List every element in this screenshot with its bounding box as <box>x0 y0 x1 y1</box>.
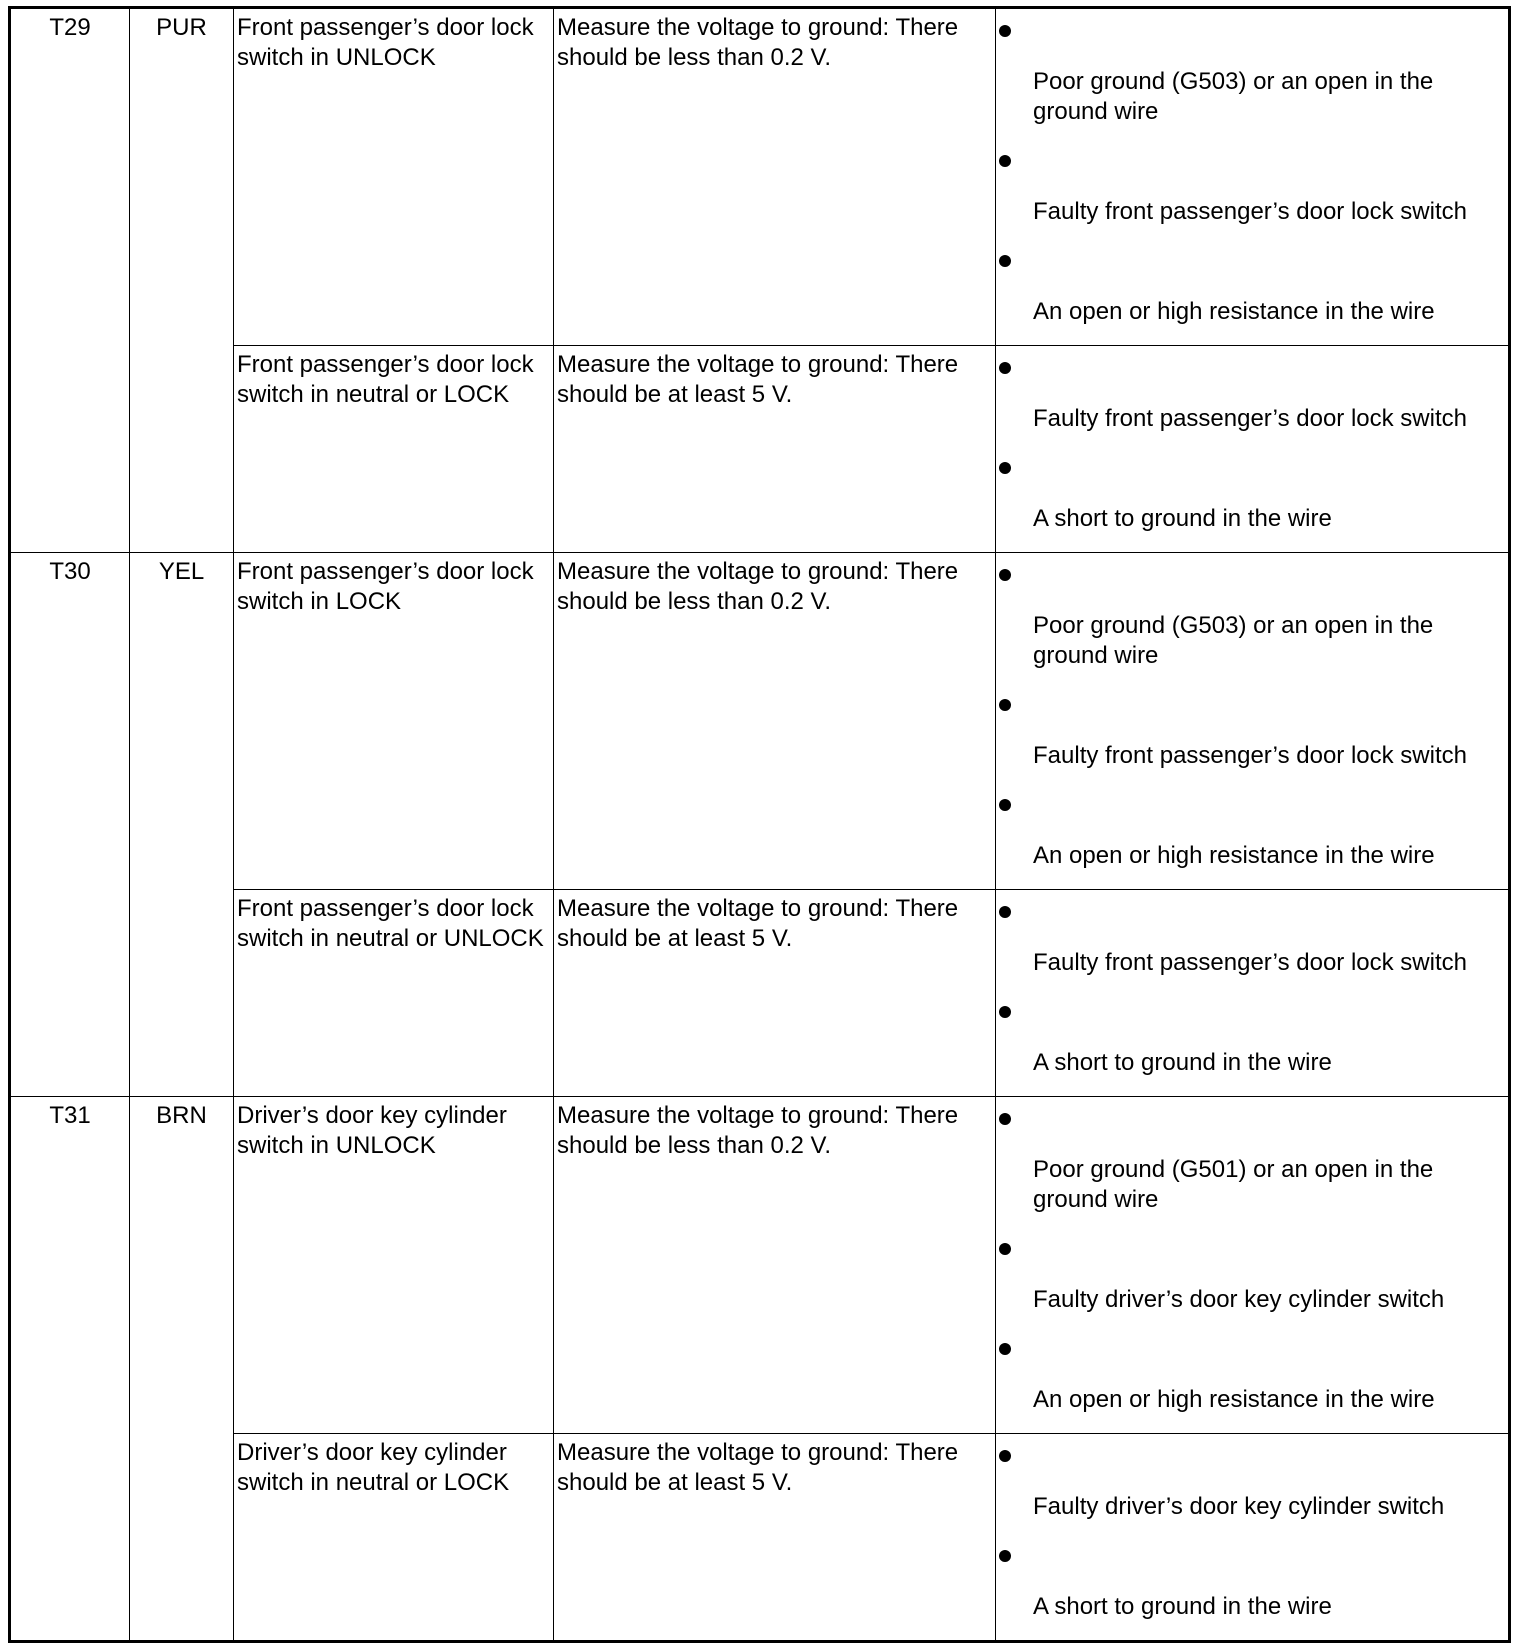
bullet-icon <box>999 1440 1505 1468</box>
bullet-icon <box>999 352 1505 380</box>
cause-text: Poor ground (G501) or an open in the ground wire <box>1033 1156 1434 1213</box>
table-row <box>10 346 1510 553</box>
possible-causes-cell <box>996 890 1510 1097</box>
test-condition-cell: Front passenger’s door lock switch in UNLOCK <box>234 8 554 346</box>
table-row <box>10 1097 1510 1434</box>
bullet-icon <box>999 245 1505 273</box>
bullet-icon <box>999 789 1505 817</box>
measurement-cell: Measure the voltage to ground: There should be at least 5 V. <box>554 1434 996 1642</box>
bullet-icon <box>999 689 1505 717</box>
cause-list-item <box>999 1333 1505 1415</box>
cause-text: A short to ground in the wire <box>1033 505 1332 532</box>
wire-color-cell: YEL <box>130 553 234 1097</box>
terminal-test-table-body <box>10 8 1510 1642</box>
test-condition-cell: Driver’s door key cylinder switch in neutral or LOCK <box>234 1434 554 1642</box>
measurement-cell: Measure the voltage to ground: There should be at least 5 V. <box>554 890 996 1097</box>
cause-list-item <box>999 1440 1505 1522</box>
table-row <box>10 890 1510 1097</box>
cause-text: A short to ground in the wire <box>1033 1049 1332 1076</box>
possible-causes-cell <box>996 553 1510 890</box>
cause-text: Faulty front passenger’s door lock switch <box>1033 742 1467 769</box>
measurement-cell: Measure the voltage to ground: There should be at least 5 V. <box>554 346 996 553</box>
bullet-icon <box>999 896 1505 924</box>
table-row <box>10 1434 1510 1642</box>
test-condition-cell: Front passenger’s door lock switch in neutral or LOCK <box>234 346 554 553</box>
possible-causes-cell <box>996 346 1510 553</box>
cause-text: Faulty front passenger’s door lock switch <box>1033 198 1467 225</box>
measurement-cell: Measure the voltage to ground: There should be less than 0.2 V. <box>554 8 996 346</box>
table-row <box>10 8 1510 346</box>
cause-text: Poor ground (G503) or an open in the ground wire <box>1033 612 1434 669</box>
measurement-cell: Measure the voltage to ground: There should be less than 0.2 V. <box>554 553 996 890</box>
terminal-test-table <box>8 6 1511 1643</box>
cause-list-item <box>999 245 1505 327</box>
cause-list-item <box>999 1233 1505 1315</box>
terminal-cell: T31 <box>10 1097 130 1642</box>
cause-list-item <box>999 789 1505 871</box>
wire-color-cell: BRN <box>130 1097 234 1642</box>
cause-text: An open or high resistance in the wire <box>1033 842 1435 869</box>
cause-text: Faulty front passenger’s door lock switch <box>1033 949 1467 976</box>
cause-list-item <box>999 15 1505 127</box>
test-condition-cell: Front passenger’s door lock switch in LOCK <box>234 553 554 890</box>
cause-list-item <box>999 145 1505 227</box>
wire-color-cell: PUR <box>130 8 234 553</box>
test-condition-cell: Front passenger’s door lock switch in neutral or UNLOCK <box>234 890 554 1097</box>
cause-text: An open or high resistance in the wire <box>1033 1386 1435 1413</box>
cause-text: Faulty driver’s door key cylinder switch <box>1033 1286 1445 1313</box>
bullet-icon <box>999 15 1505 43</box>
bullet-icon <box>999 1540 1505 1568</box>
cause-list-item <box>999 1540 1505 1622</box>
bullet-icon <box>999 559 1505 587</box>
cause-list-item <box>999 1103 1505 1215</box>
possible-causes-cell <box>996 8 1510 346</box>
cause-list-item <box>999 996 1505 1078</box>
test-condition-cell: Driver’s door key cylinder switch in UNLOCK <box>234 1097 554 1434</box>
possible-causes-cell <box>996 1434 1510 1642</box>
cause-text: Faulty front passenger’s door lock switch <box>1033 405 1467 432</box>
measurement-cell: Measure the voltage to ground: There should be less than 0.2 V. <box>554 1097 996 1434</box>
cause-list-item <box>999 559 1505 671</box>
bullet-icon <box>999 145 1505 173</box>
bullet-icon <box>999 1333 1505 1361</box>
possible-causes-cell <box>996 1097 1510 1434</box>
cause-text: An open or high resistance in the wire <box>1033 298 1435 325</box>
terminal-cell: T30 <box>10 553 130 1097</box>
bullet-icon <box>999 1103 1505 1131</box>
bullet-icon <box>999 996 1505 1024</box>
cause-list-item <box>999 689 1505 771</box>
cause-text: Faulty driver’s door key cylinder switch <box>1033 1493 1445 1520</box>
cause-text: Poor ground (G503) or an open in the ground wire <box>1033 68 1434 125</box>
table-row <box>10 553 1510 890</box>
bullet-icon <box>999 1233 1505 1261</box>
cause-list-item <box>999 896 1505 978</box>
cause-list-item <box>999 352 1505 434</box>
cause-text: A short to ground in the wire <box>1033 1593 1332 1620</box>
terminal-cell: T29 <box>10 8 130 553</box>
cause-list-item <box>999 452 1505 534</box>
bullet-icon <box>999 452 1505 480</box>
